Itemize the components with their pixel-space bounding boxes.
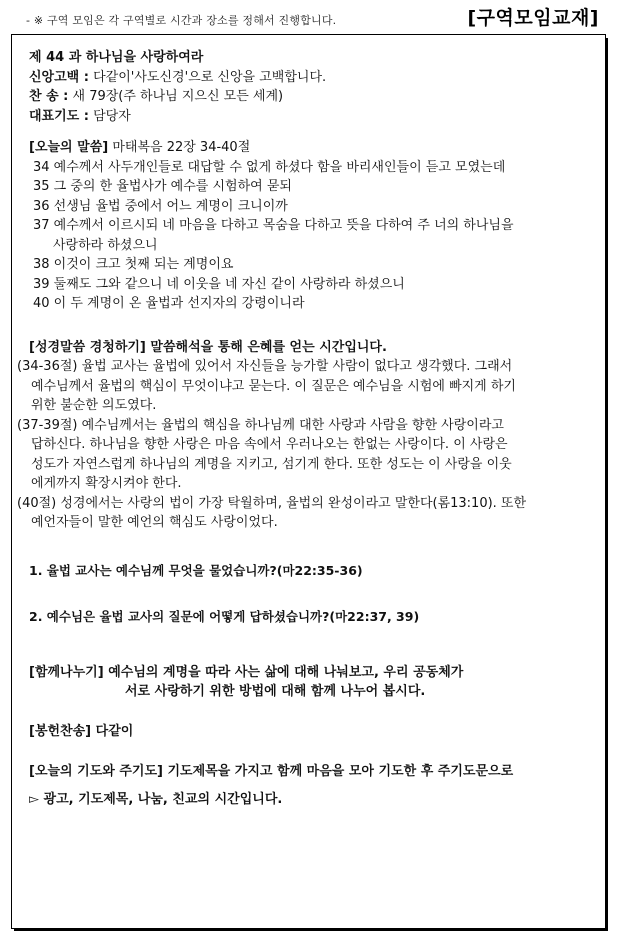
commentary-p1-line3: 위한 불순한 의도였다. bbox=[31, 398, 157, 413]
prayer-text: 담당자 bbox=[88, 108, 131, 124]
commentary-p2-line1: (37-39절) 예수님께서는 율법의 핵심을 하나님께 대한 사랑과 사람을 향한 사랑이라고 bbox=[17, 417, 504, 433]
closing-row bbox=[29, 762, 597, 782]
commentary-p1-line2: 예수님께서 율법의 핵심이 무엇이냐고 묻는다. 이 질문은 예수님을 시험에 빠지게 하기 bbox=[31, 378, 516, 394]
hymn-label: 찬 송 : bbox=[29, 89, 69, 104]
content-frame bbox=[11, 34, 606, 929]
verse-37-cont: 사랑하라 하셨으니 bbox=[53, 237, 158, 253]
material-tag: [구역모임교재] bbox=[467, 7, 599, 29]
announcement: ▻ 광고, 기도제목, 나눔, 친교의 시간입니다. bbox=[29, 791, 283, 807]
lesson-content bbox=[17, 48, 597, 809]
closing-text: 기도제목을 가지고 함께 마음을 모아 기도한 후 주기도문으로 bbox=[162, 764, 514, 779]
offering-label: [봉헌찬송] bbox=[29, 723, 92, 739]
question-1: 1. 율법 교사는 예수님께 무엇을 물었습니까?(마22:35-36) bbox=[29, 562, 363, 578]
commentary-p1-line1: (34-36절) 율법 교사는 율법에 있어서 자신들을 능가할 사람이 없다고 생각했다. 그래서 bbox=[17, 359, 513, 374]
listen-header bbox=[29, 338, 597, 358]
verse-36: 36 선생님 율법 중에서 어느 계명이 크니이까 bbox=[33, 198, 288, 214]
verse-38: 38 이것이 크고 첫째 되는 계명이요 bbox=[33, 257, 234, 272]
commentary-p3-line1: (40절) 성경에서는 사랑의 법이 가장 탁월하며, 율법의 완성이라고 말한다(롬13:10). 또한 bbox=[17, 495, 527, 511]
verse-40: 40 이 두 계명이 온 율법과 선지자의 강령이니라 bbox=[33, 296, 305, 311]
share-line1 bbox=[29, 663, 597, 683]
verse-39: 39 둘째도 그와 같으니 네 이웃을 네 자신 같이 사랑하라 하셨으니 bbox=[33, 276, 405, 292]
creed-row bbox=[29, 68, 597, 88]
closing-label: [오늘의 기도와 주기도] bbox=[29, 764, 163, 779]
listen-subtitle: 말씀해석을 통해 은혜를 얻는 시간입니다. bbox=[145, 339, 387, 355]
creed-text: 다같이'사도신경'으로 신앙을 고백합니다. bbox=[88, 69, 327, 85]
prayer-row bbox=[29, 107, 597, 127]
verse-34: 34 예수께서 사두개인들로 대답할 수 없게 하셨다 함을 바리새인들이 듣고 모였는데 bbox=[33, 159, 506, 175]
word-ref: 마태복음 22장 34-40절 bbox=[108, 140, 251, 155]
share-line2: 서로 사랑하기 위한 방법에 대해 함께 나누어 봅시다. bbox=[125, 684, 426, 699]
offering-text: 다같이 bbox=[91, 723, 134, 739]
commentary-p2-line3: 성도가 자연스럽게 하나님의 계명을 지키고, 섬기게 한다. 또한 성도는 이 사랑을 이웃 bbox=[31, 456, 512, 472]
listen-label: [성경말씀 경청하기] bbox=[29, 339, 146, 355]
verse-35: 35 그 중의 한 율법사가 예수를 시험하여 묻되 bbox=[33, 179, 292, 194]
prayer-label: 대표기도 : bbox=[29, 108, 89, 124]
question-2: 2. 예수님은 율법 교사의 질문에 어떻게 답하셨습니까?(마22:37, 39) bbox=[29, 609, 420, 624]
share-text-1: 예수님의 계명을 따라 사는 삶에 대해 나눠보고, 우리 공동체가 bbox=[103, 664, 464, 680]
word-header bbox=[29, 138, 597, 158]
commentary bbox=[17, 357, 597, 533]
share-label: [함께나누기] bbox=[29, 664, 104, 680]
offering-row bbox=[29, 722, 597, 742]
lesson-title: 제 44 과 하나님을 사랑하여라 bbox=[29, 50, 204, 65]
hymn-row bbox=[29, 87, 597, 107]
commentary-p3-line2: 예언자들이 말한 예언의 핵심도 사랑이었다. bbox=[31, 515, 278, 530]
frame-shadow bbox=[14, 929, 608, 931]
commentary-p2-line2: 답하신다. 하나님을 향한 사랑은 마음 속에서 우러나오는 한없는 사랑이다. 이 사랑은 bbox=[31, 437, 508, 452]
creed-label: 신앙고백 : bbox=[29, 69, 89, 85]
commentary-p2-line4: 에게까지 확장시켜야 한다. bbox=[31, 476, 182, 491]
verse-list bbox=[33, 158, 597, 314]
verse-37: 37 예수께서 이르시되 네 마음을 다하고 목숨을 다하고 뜻을 다하여 주 너의 하나님을 bbox=[33, 218, 514, 233]
header-note: - ※ 구역 모임은 각 구역별로 시간과 장소를 정해서 진행합니다. bbox=[26, 14, 337, 27]
word-label: [오늘의 말씀] bbox=[29, 140, 109, 155]
hymn-text: 새 79장(주 하나님 지으신 모든 세계) bbox=[68, 89, 284, 104]
